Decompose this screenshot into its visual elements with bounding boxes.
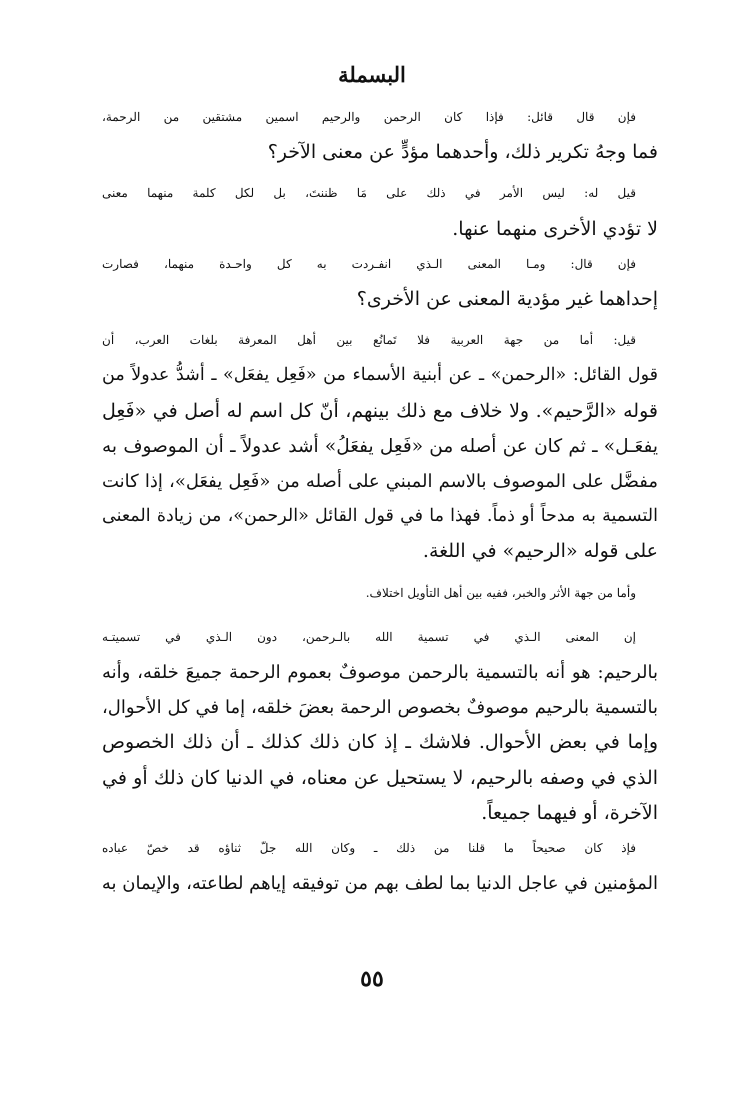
text-line: فما وجهُ تكرير ذلك، وأحدهما مؤدٍّ عن معنى الآخر؟ [267, 141, 658, 164]
paragraph-4 [102, 323, 658, 569]
text-line: إحداهما غير مؤدية المعنى عن الأخرى؟ [356, 288, 658, 311]
text-line: إن المعنى الـذي في تسمية الله بالـرحمن، دون الـذي في تسميتـه [102, 629, 636, 644]
text-line: لا تؤدي الأخرى منهما عنها. [452, 217, 658, 240]
paragraph-1 [102, 100, 658, 170]
text-line: الآخرة، أو فيهما جميعاً. [481, 801, 658, 824]
text-line: بالرحيم: هو أنه بالتسمية بالرحمن موصوفٌ بعموم الرحمة جميعَ خلقه، وأنه [102, 662, 658, 684]
text-line: فإن قال: ومـا المعنى الـذي انفـردت به كل واحـدة منهما، فصارت [102, 256, 636, 271]
text-line: المؤمنين في عاجل الدنيا بما لطف بهم من توفيقه إياهم لطاعته، والإيمان به [101, 873, 658, 895]
text-line: على قوله «الرحيم» في اللغة. [422, 540, 658, 563]
text-line: يفعَـل» ـ ثم كان عن أصله من «فَعِل يفعَلُ» أشد عدولاً ـ أن الموصوف به [102, 435, 658, 457]
page-number: ٥٥ [360, 966, 384, 992]
paragraph-6 [102, 620, 658, 831]
text-line: فإن قال قائل: فإذا كان الرحمن والرحيم اسمين مشتقين من الرحمة، [102, 110, 636, 124]
text-line: وأما من جهة الأثر والخبر، ففيه بين أهل التأويل اختلاف. [365, 585, 636, 600]
text-line: قوله «الرَّحيم». ولا خلاف مع ذلك بينهم، أنّ كل اسم له أصل في «فَعِل [102, 399, 658, 422]
text-line: بالتسمية بالرحيم موصوفٌ بخصوص الرحمة بعضَ خلقه، إما في كل الأحوال، [102, 697, 658, 719]
text-line: قيل له: ليس الأمر في ذلك على مَا ظننتَ، بل لكل كلمة منهما معنى [102, 186, 636, 201]
paragraph-3 [102, 247, 658, 317]
paragraph-2 [102, 176, 658, 246]
text-line: الذي في وصفه بالرحيم، لا يستحيل عن معناه، في الدنيا كان ذلك أو في [102, 766, 658, 789]
running-head: البسملة [338, 62, 406, 87]
text-line: مفضَّل على الموصوف بالاسم المبني على أصله من «فَعِل يفعَل»، إذا كانت [102, 471, 658, 493]
paragraph-5 [102, 576, 658, 611]
text-line: التسمية به مدحاً أو ذماً. فهذا ما في قول القائل «الرحمن»، من زيادة المعنى [102, 506, 658, 527]
text-line: قيل: أما من جهة العربية فلا تَمانُع بين أهل المعرفة بلغات العرب، أن [102, 333, 636, 348]
text-line: قول القائل: «الرحمن» ـ عن أبنية الأسماء من «فَعِل يفعَل» ـ أشدُّ عدولاً من [102, 365, 658, 386]
body-text [102, 100, 658, 901]
paragraph-7 [102, 831, 658, 901]
text-line: وإما في بعض الأحوال. فلاشك ـ إذ كان ذلك كذلك ـ أن ذلك الخصوص [102, 731, 658, 754]
text-line: فإذ كان صحيحاً ما قلنا من ذلك ـ وكان الله جلّ ثناؤه قد خصّ عباده [102, 841, 636, 856]
